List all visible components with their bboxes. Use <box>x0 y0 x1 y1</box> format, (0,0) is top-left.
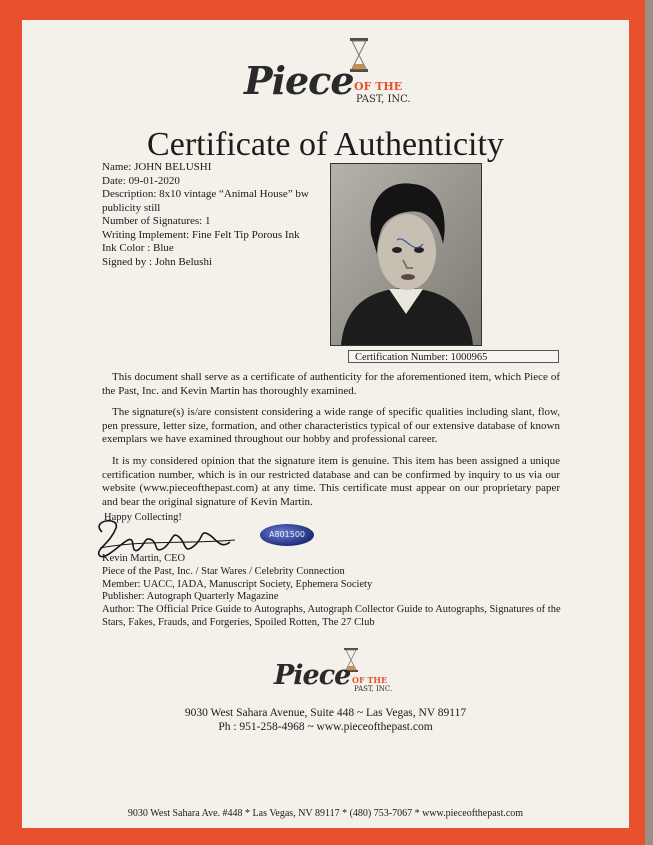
company-logo <box>244 58 414 118</box>
signer-info <box>102 553 562 630</box>
paragraph-analysis: The signature(s) is/are consistent considering a wide range of specific qualities including slant, flow, pen pressure, letter size, formation, and other characteristics typical of our extensive database of known exemplars we have examined throughout our hobby and professional career. <box>102 406 560 445</box>
signer-company: Piece of the Past, Inc. / Star Wares / Celebrity Connection <box>102 565 345 577</box>
paragraph-opinion: It is my considered opinion that the signature item is genuine. This item has been assigned a unique certification number, which is in our restricted database and can be confirmed by inquiry to us via our website (www.pieceofthepast.com) at any time. This certificate must appear on our proprietary paper and bear the original signature of Kevin Martin. <box>102 455 560 508</box>
detail-number-of-signatures: Number of Signatures: 1 <box>102 215 211 227</box>
signer-memberships: Member: UACC, IADA, Manuscript Society, Ephemera Society <box>102 578 373 590</box>
company-logo-small <box>274 660 394 700</box>
detail-name: Name: JOHN BELUSHI <box>102 161 212 173</box>
signed-photo <box>330 163 482 346</box>
address-line-2: Ph : 951-258-4968 ~ www.pieceofthepast.com <box>218 721 433 733</box>
detail-signed-by: Signed by : John Belushi <box>102 255 213 268</box>
logo-main-text: Piece <box>274 660 351 691</box>
closing-text: Happy Collecting! <box>104 512 182 523</box>
address-line-1: 9030 West Sahara Avenue, Suite 448 ~ Las Vegas, NV 89117 <box>184 707 467 719</box>
detail-description: Description: 8x10 vintage “Animal House” bw <box>102 188 309 200</box>
signer-author: Author: The Official Price Guide to Autographs, Autograph Collector Guide to Autographs, Signatures of the Stars, Fakes, Frauds, and Forgeries, Spoiled Rotten, The 27 Club <box>102 604 561 628</box>
logo-main-text: Piece <box>244 58 354 103</box>
logo-of-the: OF THE <box>352 675 388 685</box>
item-details <box>102 161 322 269</box>
detail-ink-color: Ink Color : Blue <box>102 242 174 254</box>
footer-contact: 9030 West Sahara Ave. #448 * Las Vegas, NV 89117 * (480) 753-7067 * www.pieceofthepast.com <box>127 808 524 819</box>
certification-number: Certification Number: 1000965 <box>348 350 559 363</box>
certificate-paper <box>22 20 629 828</box>
signer-publisher: Publisher: Autograph Quarterly Magazine <box>102 591 279 603</box>
logo-past-inc: PAST, INC. <box>354 685 393 693</box>
certificate-title: Certificate of Authenticity <box>147 126 504 163</box>
logo-of-the: OF THE <box>354 80 403 93</box>
detail-date: Date: 09-01-2020 <box>102 174 180 187</box>
detail-writing-implement: Writing Implement: Fine Felt Tip Porous Ink <box>102 228 300 241</box>
signer-name: Kevin Martin, CEO <box>102 553 186 564</box>
hologram-sticker: A801500 <box>260 524 314 546</box>
paragraph-intro: This document shall serve as a certificate of authenticity for the aforementioned item, which Piece of the Past, Inc. and Kevin Martin has thoroughly examined. <box>102 371 560 397</box>
logo-past-inc: PAST, INC. <box>356 94 411 105</box>
detail-description-cont: publicity still <box>102 201 161 214</box>
